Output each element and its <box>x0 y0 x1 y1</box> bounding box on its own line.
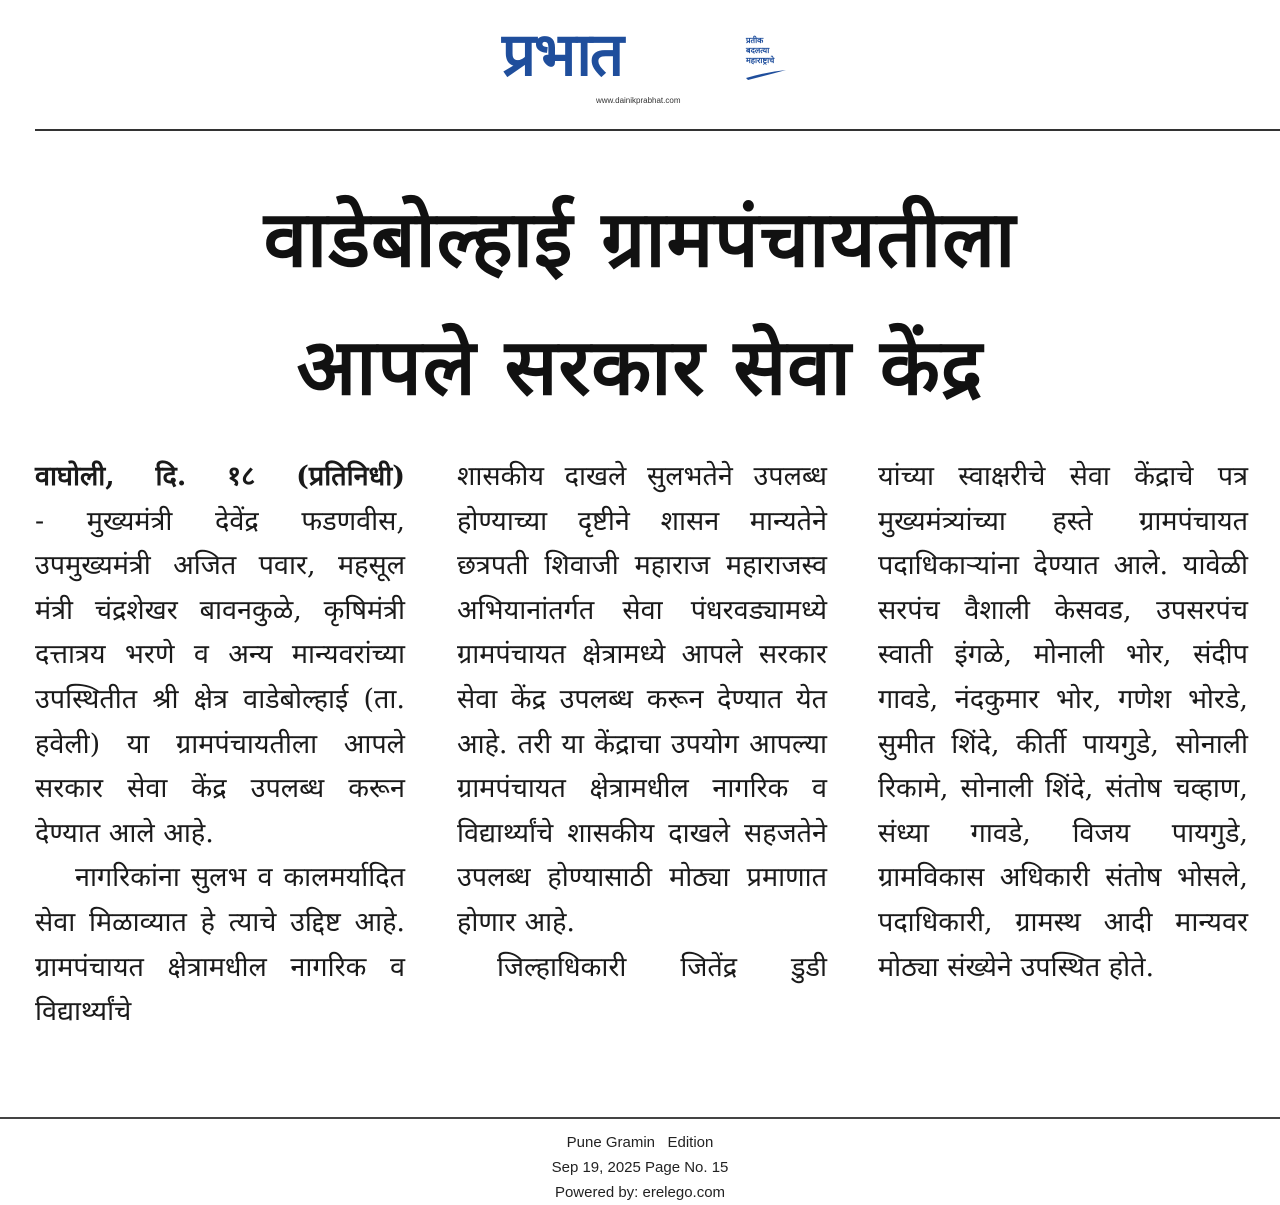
article-paragraph: - मुख्यमंत्री देवेंद्र फडणवीस, उपमुख्यमंत्री अजित पवार, महसूल मंत्री चंद्रशेखर बावनकुळे, कृषिमंत्री दत्तात्रय भरणे व अन्य मान्यवरांच्या उपस्थितीत श्री क्षेत्र वाडेबोल्हाई (ता. हवेली) या ग्रामपंचायतीला आपले सरकार सेवा केंद्र उपलब्ध करून देण्यात आले आहे. <box>35 505 405 849</box>
logo-tagline-line-2: बदलत्या <box>746 46 770 55</box>
article-paragraph: नागरिकांना सुलभ व कालमर्यादित सेवा मिळाव्यात हे त्याचे उद्दिष्ट आहे. ग्रामपंचायत क्षेत्रामधील नागरिक व विद्यार्थ्यांचे <box>35 862 405 1028</box>
logo-tagline <box>746 36 790 66</box>
headline-line-2: आपले सरकार सेवा केंद्र <box>296 323 984 413</box>
logo-swoosh-icon <box>746 70 786 80</box>
article-column-2 <box>457 455 827 990</box>
page-footer <box>0 1130 1280 1205</box>
article-paragraph: शासकीय दाखले सुलभतेने उपलब्ध होण्याच्या दृष्टीने शासन मान्यतेने छत्रपती शिवाजी महाराज महाराजस्व अभियानांतर्गत सेवा पंधरवड्यामध्ये ग्रामपंचायत क्षेत्रामध्ये आपले सरकार सेवा केंद्र उपलब्ध करून देण्यात येत आहे. तरी या केंद्राचा उपयोग आपल्या ग्रामपंचायत क्षेत्रामधील नागरिक व विद्यार्थ्यांचे शासकीय दाखले सहजतेने उपलब्ध होण्यासाठी मोठ्या प्रमाणात होणार आहे. <box>457 461 827 938</box>
article-paragraph: यांच्या स्वाक्षरीचे सेवा केंद्राचे पत्र मुख्यमंत्र्यांच्या हस्ते ग्रामपंचायत पदाधिकाऱ्यांना देण्यात आले. यावेळी सरपंच वैशाली केसवड, उपसरपंच स्वाती इंगळे, मोनाली भोर, संदीप गावडे, नंदकुमार भोर, गणेश भोरडे, सुमीत शिंदे, कीर्ती पायगुडे, सोनाली रिकामे, सोनाली शिंदे, संतोष चव्हाण, संध्या गावडे, विजय पायगुडे, ग्रामविकास अधिकारी संतोष भोसले, पदाधिकारी, ग्रामस्थ आदी मान्यवर मोठ्या संख्येने उपस्थित होते. <box>878 461 1248 983</box>
masthead-divider <box>35 129 1280 131</box>
article-column-1 <box>35 455 405 1035</box>
article-body <box>35 455 1250 1095</box>
footer-date-page: Sep 19, 2025 Page No. 15 <box>551 1159 729 1176</box>
footer-divider <box>0 1117 1280 1119</box>
prabhat-logo[interactable] <box>502 20 802 110</box>
footer-edition: Pune Gramin Edition <box>566 1134 714 1151</box>
logo-url: www.dainikprabhat.com <box>596 96 681 105</box>
logo-tagline-line-1: प्रतीक <box>746 36 764 45</box>
article-dateline: वाघोली, दि. १८ (प्रतिनिधी) <box>35 461 405 492</box>
article-paragraph: जिल्हाधिकारी जितेंद्र डुडी <box>497 951 827 983</box>
logo-wordmark: प्रभात <box>502 20 623 90</box>
article-headline <box>0 176 1280 432</box>
masthead <box>0 22 1280 112</box>
footer-powered-by[interactable]: Powered by: erelego.com <box>554 1184 726 1201</box>
article-column-3 <box>878 455 1248 990</box>
logo-tagline-line-3: महाराष्ट्राचे <box>746 56 775 65</box>
headline-line-1: वाडेबोल्हाई ग्रामपंचायतीला <box>263 195 1017 285</box>
